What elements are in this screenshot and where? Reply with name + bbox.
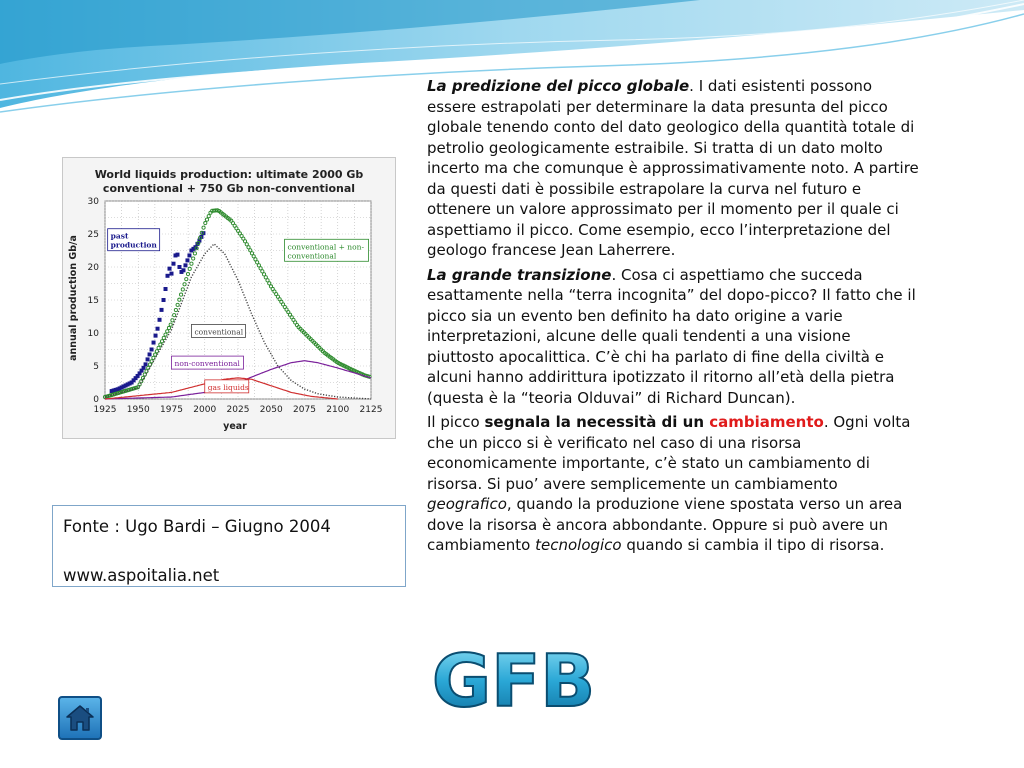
- data-point: [187, 253, 191, 257]
- paragraph-title: La grande transizione: [427, 265, 612, 284]
- x-tick-label: 2125: [359, 405, 383, 415]
- y-tick-label: 10: [87, 329, 99, 339]
- y-tick-label: 0: [93, 395, 99, 405]
- paragraph-text: . Ogni volta che un picco si è verificato nel caso di una risorsa economicamente importante, c’è stato un cambiamento di risorsa. Si puo’ avere semplicemente un cambiamento: [427, 413, 911, 493]
- y-tick-label: 25: [87, 230, 99, 240]
- data-point: [168, 267, 172, 271]
- data-point: [158, 318, 162, 322]
- paragraph-body: . I dati esistenti possono essere estrapolati per determinare la data presunta del picco globale tenendo conto del dato geologico della quantità totale di petrolio geologicamente estraibile. Si tratta di un dato molto incerto ma che comunque è approssimativamente noto. A partire da questi dati è possibile estrapolare la curva nel futuro e ottenere un valore approssimato per il momento per il quale ci aspettiamo il picco. Come esempio, ecco l’interpretazione del geologo francese Jean Laherrere.: [427, 77, 919, 259]
- x-tick-label: 2075: [293, 405, 316, 415]
- data-point: [156, 327, 160, 331]
- paragraph-text: Il picco: [427, 413, 485, 431]
- x-tick-label: 2100: [326, 405, 350, 415]
- paragraph-text: quando si cambia il tipo di risorsa.: [621, 536, 885, 554]
- data-point: [160, 308, 164, 312]
- series-label: [191, 324, 245, 337]
- data-point: [142, 366, 146, 370]
- series-label-text: gas liquids: [207, 382, 249, 392]
- series-label-text: conventional: [194, 327, 244, 337]
- data-point: [170, 272, 174, 276]
- x-tick-label: 1975: [160, 405, 183, 415]
- home-icon: [64, 702, 96, 734]
- series-label: [172, 356, 244, 369]
- paragraph-title: La predizione del picco globale: [427, 77, 690, 95]
- chart-title-line2: conventional + 750 Gb non-conventional: [102, 182, 356, 195]
- data-point: [171, 262, 175, 266]
- series-label-text: past: [110, 231, 129, 241]
- data-point: [148, 352, 152, 356]
- series-label: [285, 239, 369, 261]
- series-label-text: conventional + non-: [287, 242, 365, 252]
- data-point: [175, 253, 179, 257]
- paragraph-bold-text: segnala la necessità di un: [484, 413, 710, 431]
- x-tick-label: 1950: [126, 405, 150, 415]
- text-column: [427, 76, 919, 560]
- data-point: [185, 258, 189, 262]
- series-label-text: production: [110, 240, 157, 250]
- y-tick-label: 20: [87, 263, 99, 273]
- data-point: [144, 362, 148, 366]
- x-tick-label: 2000: [193, 405, 217, 415]
- series-label: [205, 380, 249, 393]
- paragraph-change: [427, 412, 919, 556]
- data-point: [162, 298, 166, 302]
- series-label-text: non-conventional: [174, 359, 240, 369]
- italic-word: geografico: [427, 495, 507, 513]
- data-point: [164, 287, 168, 291]
- y-tick-label: 30: [87, 197, 99, 207]
- series-label-text: conventional: [287, 251, 337, 261]
- source-url[interactable]: www.aspoitalia.net: [63, 566, 220, 585]
- data-point: [166, 274, 170, 278]
- x-tick-label: 1925: [93, 405, 117, 415]
- paragraph-peak-prediction: [427, 76, 919, 261]
- home-button[interactable]: [58, 696, 102, 740]
- source-box: [52, 505, 406, 587]
- paragraph-great-transition: [427, 265, 919, 409]
- y-tick-label: 15: [87, 296, 99, 306]
- highlight-word: cambiamento: [709, 413, 824, 431]
- data-point: [183, 263, 187, 267]
- y-tick-label: 5: [93, 362, 99, 372]
- italic-word: tecnologico: [535, 536, 622, 554]
- data-point: [181, 268, 185, 272]
- gfb-logo: [430, 640, 610, 720]
- chart-title-line1: World liquids production: ultimate 2000 Gb: [94, 168, 364, 181]
- data-point: [150, 348, 154, 352]
- data-point: [177, 265, 181, 269]
- production-chart: [62, 157, 396, 439]
- gfb-logo-text: GFB: [432, 640, 596, 720]
- x-tick-label: 2025: [226, 405, 250, 415]
- paragraph-text: , quando la produzione viene spostata verso un area dove la risorsa è ancora abbondante. Oppure si può avere un cambiamento: [427, 495, 903, 554]
- source-line: Fonte : Ugo Bardi – Giugno 2004: [63, 517, 331, 536]
- chart-x-axis-label: year: [223, 421, 247, 432]
- chart-y-axis-label: annual production Gb/a: [68, 235, 79, 361]
- paragraph-body: . Cosa ci aspettiamo che succeda esattamente nella “terra incognita” del dopo-picco? Il fatto che il picco sia un evento ben definito ha dato origine a varie interpretazioni, alcune delle quali tendenti a una visione piuttosto apocalittica. C’è chi ha parlato di fine della civiltà e alcuni hanno addirittura ipotizzato il ritorno all’età della pietra (questa è la “teoria Olduvai” di Richard Duncan).: [427, 265, 916, 407]
- chart-svg: [63, 158, 395, 438]
- data-point: [154, 334, 158, 338]
- data-point: [146, 357, 150, 361]
- data-point: [152, 341, 156, 345]
- x-tick-label: 2050: [259, 405, 283, 415]
- series-label: [108, 229, 160, 251]
